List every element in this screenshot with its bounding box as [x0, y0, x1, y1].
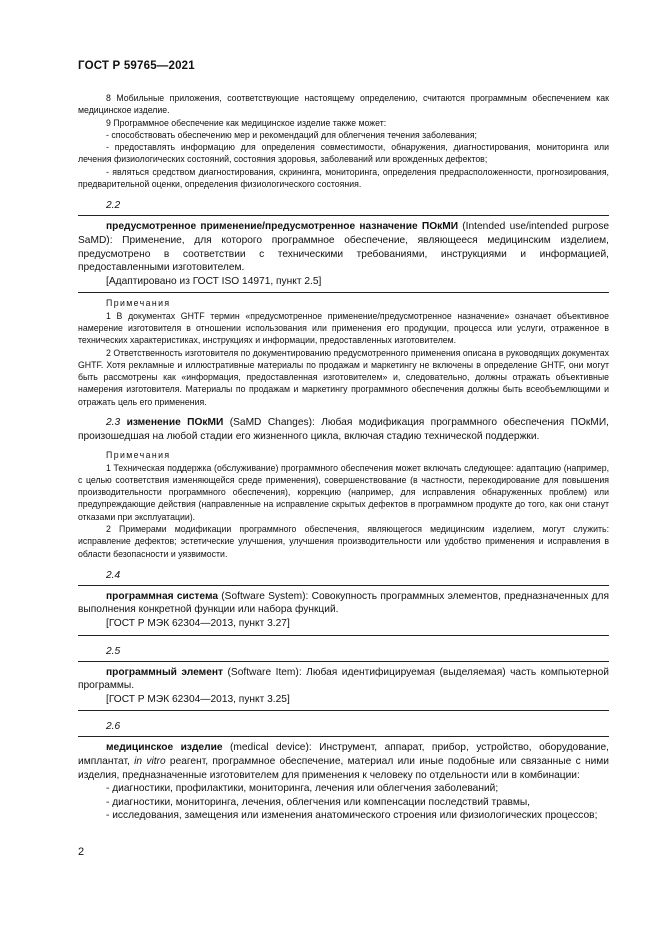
term: изменение ПОкМИ	[126, 417, 224, 429]
note-item: 2 Примерами модификации программного обеспечения, являющегося медицинским изделием, могут служить: исправление дефектов; эстетические улучшения, улучшения производительности или удобство применения и исправления в области безопасности и уязвимости.	[78, 523, 609, 559]
note-item: 1 Техническая поддержка (обслуживание) программного обеспечения может включать следующее: адаптацию (например, с целью соответствия изменяющейся среде применения), совершенствование (в частности, перекодирование для повышения производительности программного обеспечения), коррекцию (например, для исправления обнаруженных проблем) или предупреждающие действия (направленные на исправление скрытых дефектов в программном продукте до того, как они станут отказами при эксплуатации).	[78, 462, 609, 522]
section-number-2-4: 2.4	[106, 569, 121, 581]
term-definition	[78, 220, 609, 274]
note-9: 9 Программное обеспечение как медицинское изделие также может:	[106, 117, 387, 128]
definition-part: (medical device): Инструмент, аппарат, прибор, устройство, оборудование, имплантат,	[78, 742, 609, 768]
term-box-2-2	[78, 215, 609, 293]
term: программная система	[106, 590, 219, 602]
page-number: 2	[78, 846, 85, 858]
term-source: [Адаптировано из ГОСТ ISO 14971, пункт 2.5]	[106, 275, 322, 287]
definition: (Intended use/intended purpose SaMD): Применение, для которого программное обеспечение, являющееся медицинским изделием, предусмотрено в соответствии с техническими требованиями, инструкциями и информацией, предоставленными изготовителем.	[78, 221, 609, 274]
section-number-2-6: 2.6	[106, 721, 121, 733]
note-9-item: - являться средством диагностирования, скрининга, мониторинга, определения предрасположенности, прогнозирования, предварительной оценки, определения физиологического состояния.	[78, 166, 609, 190]
term: медицинское изделие	[106, 742, 223, 754]
note-8: 8 Мобильные приложения, соответствующие настоящему определению, считаются программным обеспечением как медицинское изделие.	[78, 93, 609, 116]
note-item: 2 Ответственность изготовителя по документированию предусмотренного применения описана в руководящих документах GHTF. Хотя рекламные и иллюстративные материалы по продажам и маркетингу не включены в определение GHTF, они могут быть рассмотрены как «информация, предоставленная изготовителем» и, следовательно, должны отражать объективные намерения изготовителя. Материалы по продажам и маркетингу программного обеспечения должны быть всеобъемлющими и отражать цель его применения.	[78, 347, 609, 407]
in-vitro: in vitro	[134, 756, 166, 768]
term-definition	[78, 666, 609, 693]
definition-item: - исследования, замещения или изменения анатомического строения или физиологических процессов;	[106, 810, 598, 822]
section-number-2-5: 2.5	[106, 645, 121, 657]
definition-item: - диагностики, мониторинга, лечения, облегчения или компенсации последствий травмы,	[106, 796, 530, 808]
term-source: [ГОСТ Р МЭК 62304—2013, пункт 3.25]	[106, 693, 290, 705]
document-body	[78, 92, 609, 827]
definition-item: - диагностики, профилактики, мониторинга, лечения или облегчения заболеваний;	[106, 783, 499, 795]
section-number-2-2: 2.2	[106, 200, 121, 212]
term-definition	[78, 741, 609, 782]
note-9-item: - способствовать обеспечению мер и рекомендаций для облегчения течения заболевания;	[106, 129, 477, 140]
definition-part: реагент, программное обеспечение, материал или иные подобные или связанные с ними изделия, предназначенные изготовителем для применения к человеку по отдельности или в комбинации:	[78, 756, 609, 781]
note-9-item: - предоставлять информацию для определения совместимости, обнаружения, диагностирования, мониторинга или лечения физиологических состояний, состояния здоровья, заболеваний или врожденных дефектов;	[78, 142, 609, 165]
definition: (Software Item): Любая идентифицируемая (выделяемая) часть компьютерной программы.	[78, 666, 610, 692]
term-definition	[78, 590, 609, 617]
definition: (SaMD Changes): Любая модификация программного обеспечения ПОкМИ, произошедшая на любой стадии его жизненного цикла, включая стадию технической поддержки.	[78, 417, 609, 442]
section-number-2-3: 2.3	[106, 417, 121, 429]
notes-label: Примечания	[106, 450, 171, 461]
term: предусмотренное применение/предусмотренное назначение ПОкМИ	[106, 221, 459, 233]
notes-label: Примечания	[106, 298, 171, 309]
note-item: 1 В документах GHTF термин «предусмотренное применение/предусмотренное назначение» означает объективное намерение изготовителя в отношении использования или применения его продукции, процесса или услуги, отраженное в технических характеристиках, инструкциях и информации, предоставленных изготовителем.	[78, 310, 609, 346]
term-box-2-4	[78, 585, 609, 636]
term-definition-2-3	[78, 416, 609, 443]
term: программный элемент	[106, 666, 224, 678]
document-header: ГОСТ Р 59765—2021	[78, 60, 195, 72]
term-box-2-6	[78, 736, 609, 827]
term-source: [ГОСТ Р МЭК 62304—2013, пункт 3.27]	[106, 618, 290, 630]
term-box-2-5	[78, 661, 609, 712]
definition: (Software System): Совокупность программных элементов, предназначенных для выполнения конкретной функции или набора функций.	[78, 590, 609, 616]
